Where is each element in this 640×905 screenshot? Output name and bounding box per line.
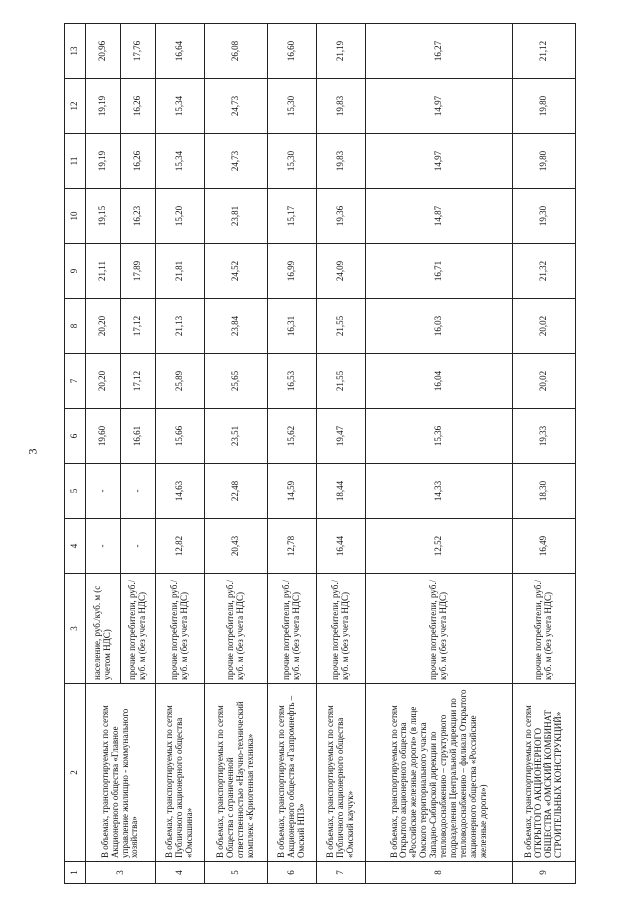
row-description: В объемах, транспортируемых по сетям Акционерного общества «Газпромнефть – Омский НПЗ»: [268, 684, 317, 862]
column-number-13: 13: [65, 24, 86, 79]
tariff-value: -: [121, 519, 156, 574]
tariff-value: 16,23: [121, 189, 156, 244]
column-number-6: 6: [65, 409, 86, 464]
tariff-value: 16,03: [366, 299, 513, 354]
tariff-value: 18,30: [512, 464, 575, 519]
row-description: В объемах, транспортируемых по сетям Открытого акционерного общества «Российские железные дороги» (в лице Омского территориального участка Западно-Сибирской дирекции по тепловодоснабжению – структурного подразделения Центральной дирекции по тепловодоснабжению – филиала Открытого акционерного общества «Российские железные дороги»): [366, 684, 513, 862]
tariff-value: 20,43: [205, 519, 268, 574]
column-number-row: [65, 24, 86, 884]
tariff-value: 14,97: [366, 79, 513, 134]
tariff-value: 19,36: [317, 189, 366, 244]
consumer-unit: прочие потребители, руб./куб. м (без учета НДС): [317, 574, 366, 684]
tariff-value: 15,34: [156, 79, 205, 134]
tariff-value: 23,81: [205, 189, 268, 244]
tariff-value: 22,48: [205, 464, 268, 519]
tariff-value: 14,59: [268, 464, 317, 519]
row-number: 4: [156, 862, 205, 884]
row-number: 9: [512, 862, 575, 884]
column-number-9: 9: [65, 244, 86, 299]
table-row: [512, 24, 575, 884]
tariff-value: 19,60: [86, 409, 121, 464]
tariff-value: 24,73: [205, 79, 268, 134]
tariff-value: 15,20: [156, 189, 205, 244]
tariff-value: 17,12: [121, 299, 156, 354]
tariff-value: 17,12: [121, 354, 156, 409]
tariff-value: 21,32: [512, 244, 575, 299]
tariff-value: 12,82: [156, 519, 205, 574]
tariff-value: 16,44: [317, 519, 366, 574]
tariff-value: 16,31: [268, 299, 317, 354]
tariff-value: 19,80: [512, 134, 575, 189]
consumer-unit: население, руб./куб. м (с учетом НДС): [86, 574, 121, 684]
column-number-8: 8: [65, 299, 86, 354]
tariff-value: 19,30: [512, 189, 575, 244]
tariff-value: 19,83: [317, 79, 366, 134]
tariff-table: [64, 23, 576, 884]
table-row: [317, 24, 366, 884]
tariff-value: 15,62: [268, 409, 317, 464]
column-number-3: 3: [65, 574, 86, 684]
tariff-value: 18,44: [317, 464, 366, 519]
row-description: В объемах, транспортируемых по сетям Публичного акционерного общества «Омский каучук»: [317, 684, 366, 862]
table-row: [366, 24, 513, 884]
consumer-unit: прочие потребители, руб./куб. м (без учета НДС): [156, 574, 205, 684]
table-row: [268, 24, 317, 884]
tariff-value: 25,65: [205, 354, 268, 409]
tariff-value: 16,53: [268, 354, 317, 409]
table-row: [86, 24, 121, 884]
consumer-unit: прочие потребители, руб./куб. м (без учета НДС): [205, 574, 268, 684]
tariff-value: 16,26: [121, 79, 156, 134]
tariff-value: 20,96: [86, 24, 121, 79]
row-number: 7: [317, 862, 366, 884]
column-number-11: 11: [65, 134, 86, 189]
row-description: В объемах, транспортируемых по сетям ОТКРЫТОГО АКЦИОНЕРНОГО ОБЩЕСТВА «ОМСКИЙ КОМБИНАТ СТРОИТЕЛЬНЫХ КОНСТРУКЦИЙ»: [512, 684, 575, 862]
tariff-value: 20,02: [512, 354, 575, 409]
tariff-value: 19,19: [86, 134, 121, 189]
tariff-value: 15,30: [268, 79, 317, 134]
tariff-value: 21,12: [512, 24, 575, 79]
tariff-value: 14,97: [366, 134, 513, 189]
tariff-value: 24,09: [317, 244, 366, 299]
tariff-value: 17,76: [121, 24, 156, 79]
tariff-value: 16,64: [156, 24, 205, 79]
row-number: 3: [86, 862, 156, 884]
tariff-value: 15,30: [268, 134, 317, 189]
column-number-1: 1: [65, 862, 86, 884]
tariff-value: 19,15: [86, 189, 121, 244]
tariff-value: 14,63: [156, 464, 205, 519]
tariff-value: 19,47: [317, 409, 366, 464]
tariff-value: 12,78: [268, 519, 317, 574]
tariff-value: 21,55: [317, 299, 366, 354]
consumer-unit: прочие потребители, руб./куб. м (без учета НДС): [268, 574, 317, 684]
tariff-value: -: [86, 464, 121, 519]
consumer-unit: прочие потребители, руб./куб. м (без учета НДС): [366, 574, 513, 684]
tariff-value: 16,61: [121, 409, 156, 464]
tariff-value: 19,83: [317, 134, 366, 189]
tariff-value: 15,34: [156, 134, 205, 189]
consumer-unit: прочие потребители, руб./куб. м (без учета НДС): [512, 574, 575, 684]
column-number-2: 2: [65, 684, 86, 862]
tariff-value: 19,80: [512, 79, 575, 134]
tariff-value: 17,89: [121, 244, 156, 299]
tariff-value: -: [121, 464, 156, 519]
tariff-value: 23,51: [205, 409, 268, 464]
tariff-value: 24,73: [205, 134, 268, 189]
page-number: 3: [25, 448, 40, 455]
tariff-value: 23,84: [205, 299, 268, 354]
tariff-value: 14,87: [366, 189, 513, 244]
tariff-value: 15,17: [268, 189, 317, 244]
tariff-value: 24,52: [205, 244, 268, 299]
tariff-value: 20,20: [86, 299, 121, 354]
column-number-12: 12: [65, 79, 86, 134]
tariff-value: 21,11: [86, 244, 121, 299]
column-number-5: 5: [65, 464, 86, 519]
tariff-value: 16,04: [366, 354, 513, 409]
tariff-value: 16,99: [268, 244, 317, 299]
table-body: [86, 24, 576, 884]
column-number-7: 7: [65, 354, 86, 409]
column-number-10: 10: [65, 189, 86, 244]
tariff-value: 20,02: [512, 299, 575, 354]
tariff-value: 21,19: [317, 24, 366, 79]
tariff-value: 16,71: [366, 244, 513, 299]
row-number: 8: [366, 862, 513, 884]
tariff-value: 21,81: [156, 244, 205, 299]
tariff-value: 19,19: [86, 79, 121, 134]
tariff-value: 21,13: [156, 299, 205, 354]
tariff-value: 26,08: [205, 24, 268, 79]
tariff-value: 16,49: [512, 519, 575, 574]
row-description: В объемах, транспортируемых по сетям Общества с ограниченной ответственностью «Научно-технический комплекс «Криогенная техника»: [205, 684, 268, 862]
tariff-value: 21,55: [317, 354, 366, 409]
row-number: 6: [268, 862, 317, 884]
tariff-value: 16,27: [366, 24, 513, 79]
row-description: В объемах, транспортируемых по сетям Акционерного общества «Главное управление жилищно - коммунального хозяйства»: [86, 684, 156, 862]
tariff-value: 19,33: [512, 409, 575, 464]
tariff-value: 14,33: [366, 464, 513, 519]
tariff-value: 25,89: [156, 354, 205, 409]
tariff-value: 15,66: [156, 409, 205, 464]
tariff-value: 16,60: [268, 24, 317, 79]
tariff-value: 15,36: [366, 409, 513, 464]
row-description: В объемах, транспортируемых по сетям Публичного акционерного общества «Омскшина»: [156, 684, 205, 862]
consumer-unit: прочие потребители, руб./куб. м (без учета НДС): [121, 574, 156, 684]
table-row: [156, 24, 205, 884]
column-number-4: 4: [65, 519, 86, 574]
table-row: [205, 24, 268, 884]
tariff-value: -: [86, 519, 121, 574]
rotated-table-container: [64, 24, 576, 884]
tariff-value: 12,52: [366, 519, 513, 574]
tariff-value: 20,20: [86, 354, 121, 409]
tariff-value: 16,26: [121, 134, 156, 189]
row-number: 5: [205, 862, 268, 884]
